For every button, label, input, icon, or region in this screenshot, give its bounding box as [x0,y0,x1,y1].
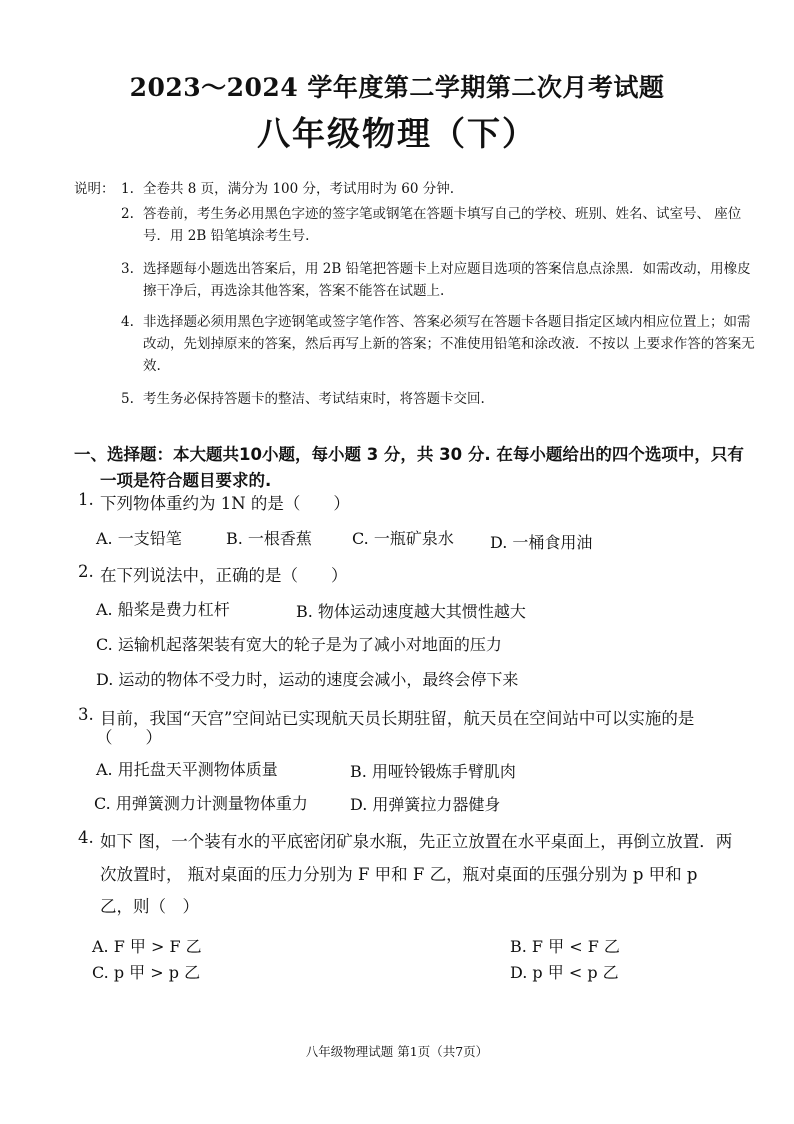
instruction-text: 全卷共 8 页，满分为 100 分，考试用时为 60 分钟. [143,181,455,197]
option-b: B. 一根香蕉 [226,529,312,548]
option-b: B. 用哑铃锻炼手臂肌肉 [350,762,516,781]
option-a: A. 用托盘天平测物体质量 [96,760,278,779]
question-number: 3. [78,705,94,724]
question-number: 1. [78,490,94,509]
question-stem-continued: （ ） [96,728,162,747]
instruction-text: 考生务必保持答题卡的整洁、考试结束时，将答题卡交回. [143,391,485,407]
option-d: D. 用弹簧拉力器健身 [350,795,501,814]
question-stem-continued: 乙，则（ ） [100,897,199,916]
option-b: B. F 甲 < F 乙 [510,937,620,956]
instruction-number: 4. [121,314,134,330]
section-heading-line1: 一、选择题：本大题共10小题，每小题 3 分，共 30 分. 在每小题给出的四个选项中，只有 [74,445,744,464]
option-c: C. 用弹簧测力计测量物体重力 [94,794,308,813]
instructions-label: 说明： [74,181,115,197]
question-stem: 如下 图，一个装有水的平底密闭矿泉水瓶，先正立放置在水平桌面上，再倒立放置．两 [100,832,733,851]
option-a: A. F 甲 > F 乙 [92,937,202,956]
exam-subtitle: 八年级物理（下） [257,114,537,153]
section-heading-line2: 一项是符合题目要求的. [100,471,272,490]
instruction-text: 非选择题必须用黑色字迹钢笔或签字笔作答、答案必须写在答题卡各题目指定区域内相应位置上；如需改动，先划掉原来的答案，然后再写上新的答案；不准使用铅笔和涂改液．不按以 上要求作答的答案无效. [143,314,755,374]
exam-title: 2023～2024 学年度第二学期第二次月考试题 [129,73,665,102]
option-d: D. 运动的物体不受力时，运动的速度会减小，最终会停下来 [96,670,519,689]
option-c: C. 一瓶矿泉水 [352,529,454,548]
question-stem-continued: 次放置时， 瓶对桌面的压力分别为 F 甲和 F 乙，瓶对桌面的压强分别为 p 甲和 p [100,865,698,884]
question-number: 4. [78,828,94,847]
page-footer: 八年级物理试题 第1页（共7页） [305,1044,489,1059]
option-a: A. 一支铅笔 [96,529,182,548]
question-stem: 在下列说法中，正确的是（ ） [100,566,348,585]
instruction-number: 3. [121,261,134,277]
option-c: C. 运输机起落架装有宽大的轮子是为了减小对地面的压力 [96,635,502,654]
option-d: D. 一桶食用油 [490,533,593,552]
instruction-number: 1. [121,181,134,197]
option-b: B. 物体运动速度越大其惯性越大 [296,602,526,621]
option-d: D. p 甲 < p 乙 [510,963,619,982]
question-stem: 目前，我国“天宫”空间站已实现航天员长期驻留，航天员在空间站中可以实施的是 [100,709,695,728]
option-a: A. 船桨是费力杠杆 [96,600,230,619]
instruction-number: 2. [121,206,134,222]
section-heading [74,442,764,494]
instruction-text: 选择题每小题选出答案后，用 2B 铅笔把答题卡上对应题目选项的答案信息点涂黑．如需改动，用橡皮擦干净后，再选涂其他答案，答案不能答在试题上. [143,261,751,299]
question-stem: 下列物体重约为 1N 的是（ ） [100,494,350,513]
instruction-text: 答卷前，考生务必用黑色字迹的签字笔或钢笔在答题卡填写自己的学校、班别、姓名、试室号、 座位号．用 2B 铅笔填涂考生号. [143,206,742,244]
instruction-number: 5. [121,391,134,407]
option-c: C. p 甲 > p 乙 [92,963,201,982]
question-number: 2. [78,562,94,581]
